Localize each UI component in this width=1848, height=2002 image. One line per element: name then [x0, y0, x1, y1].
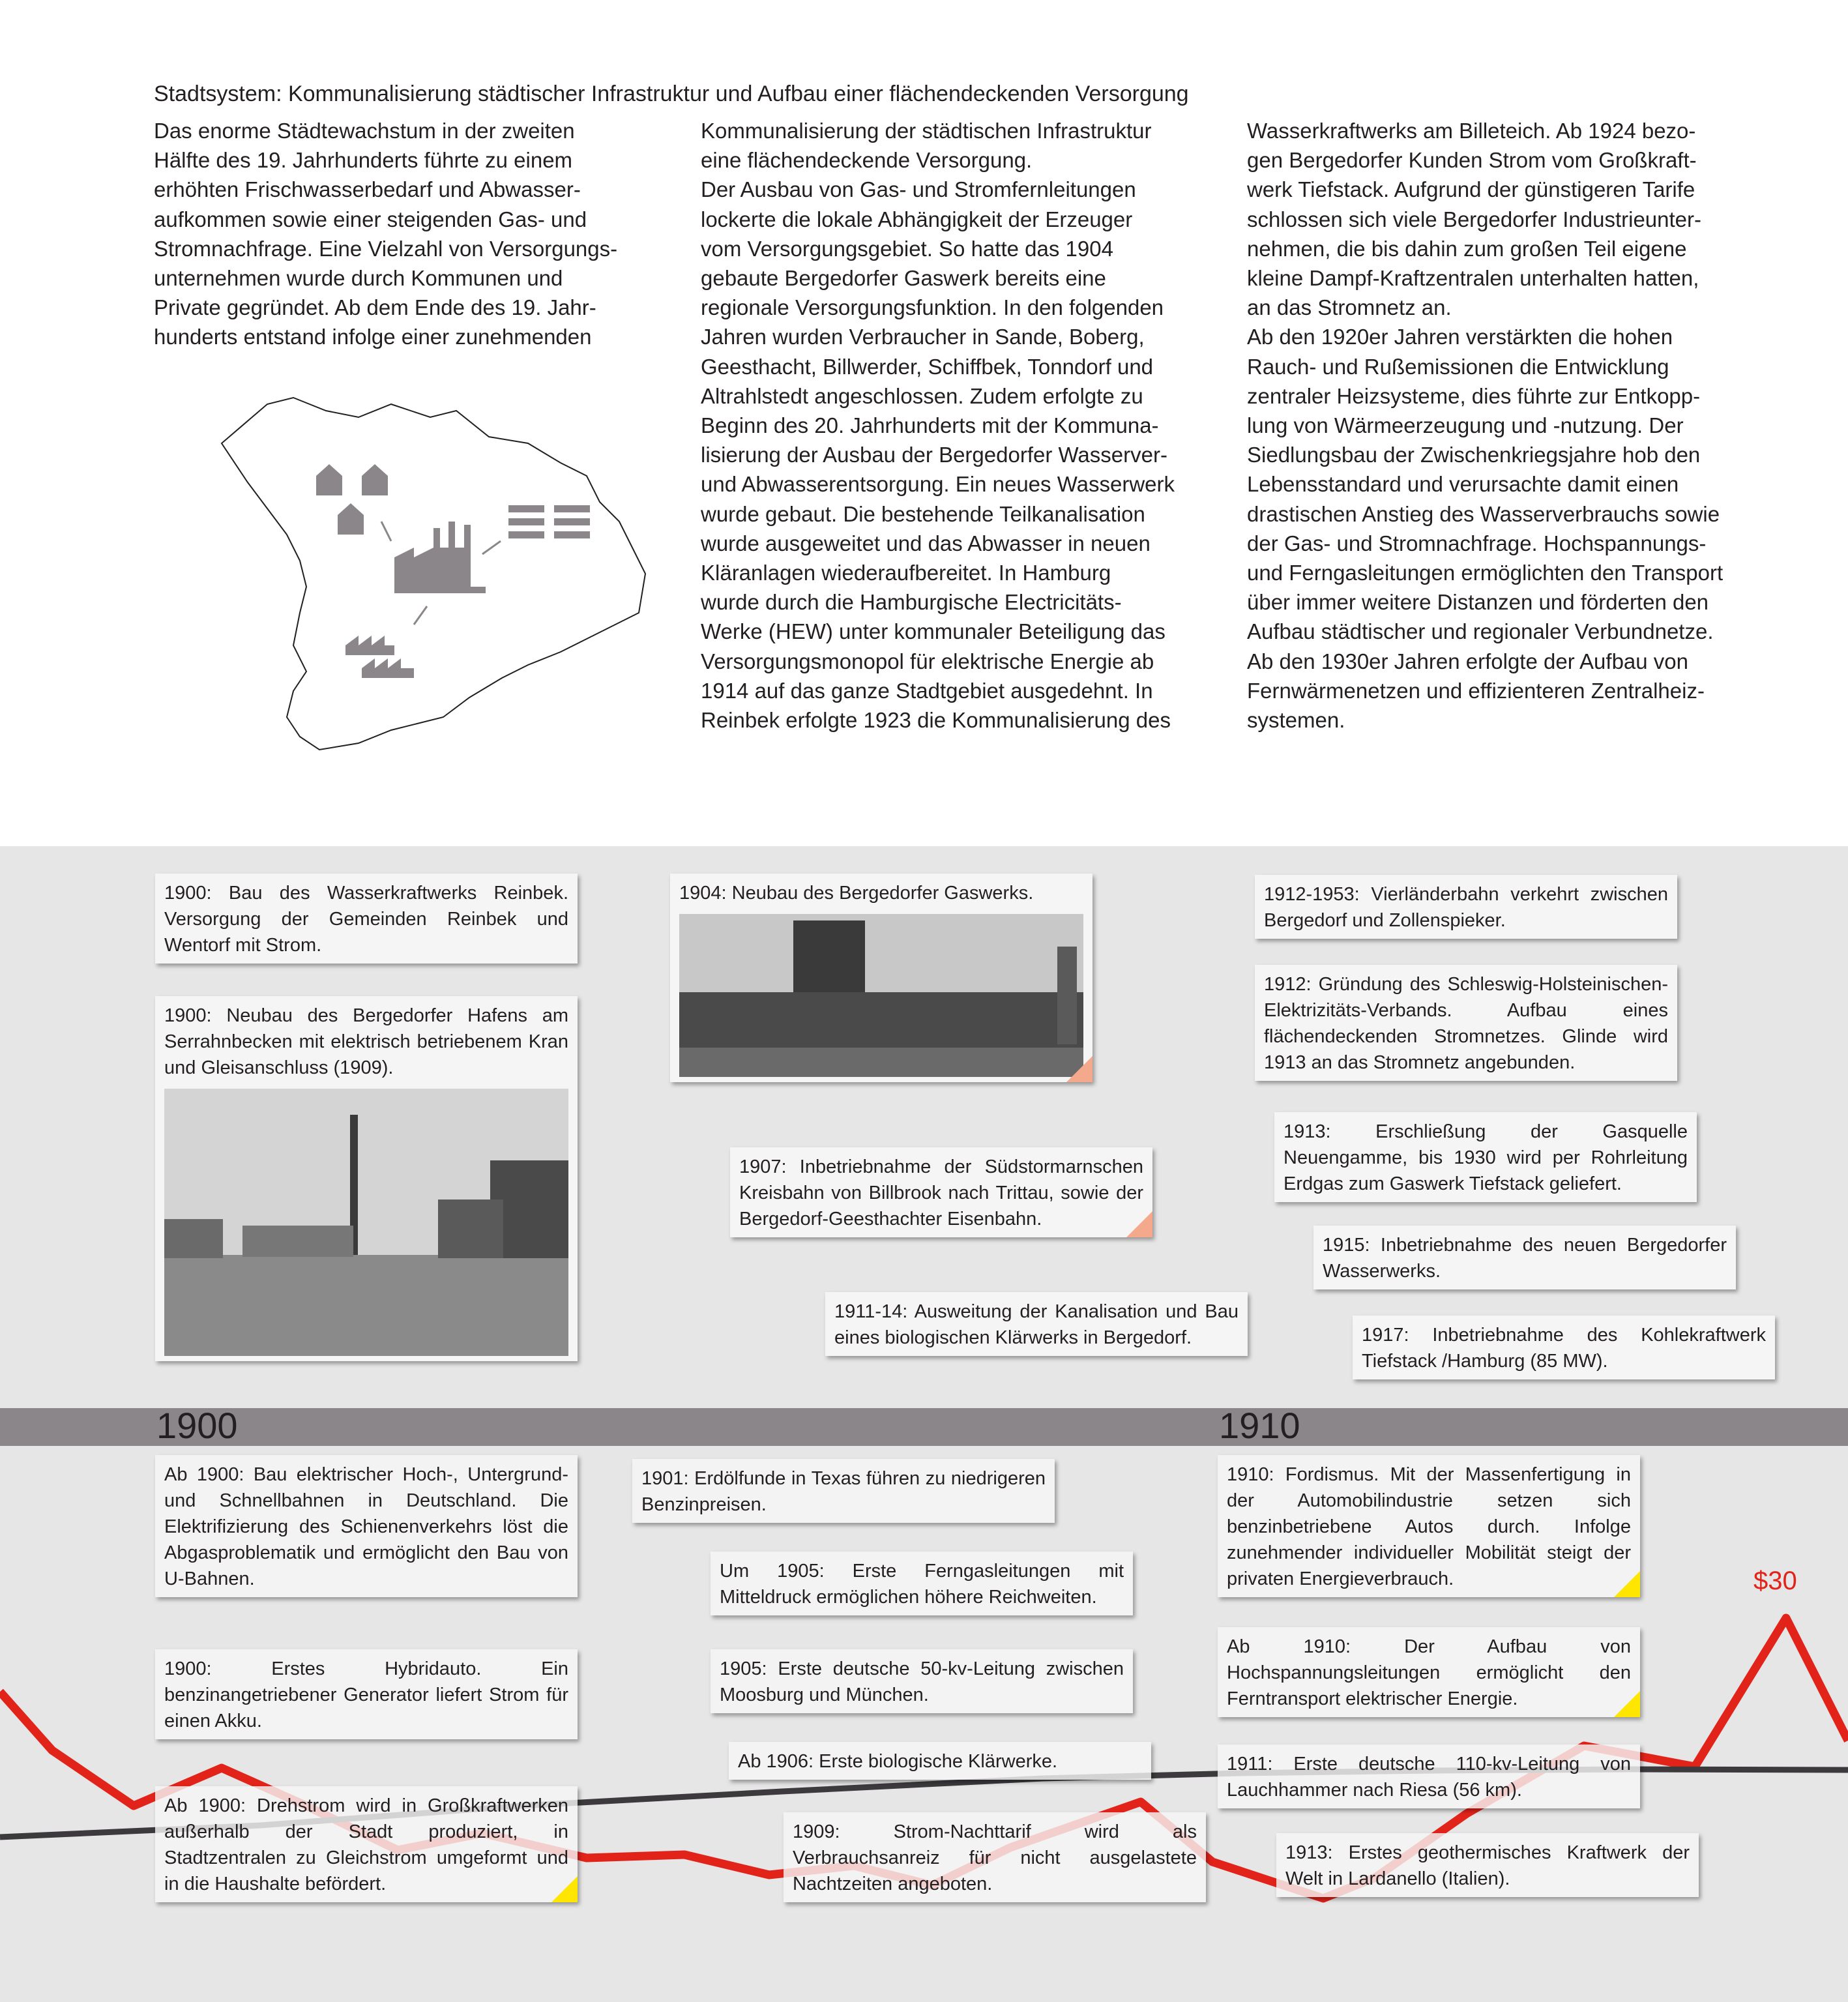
event-card [155, 996, 578, 1361]
event-card [1313, 1226, 1736, 1289]
event-card [670, 874, 1093, 1082]
gasworks-photo [679, 914, 1083, 1077]
year-label-1910: 1910 [1219, 1405, 1300, 1446]
event-card [1353, 1316, 1775, 1379]
event-card [825, 1292, 1248, 1356]
event-card [1276, 1833, 1699, 1897]
event-text: 1915: Inbetriebnahme des neuen Bergedorfer Wasserwerks. [1323, 1235, 1727, 1282]
event-text: 1901: Erdölfunde in Texas führen zu niedrigeren Benzinpreisen. [641, 1468, 1046, 1515]
event-text: 1911: Erste deutsche 110-kv-Leitung von Lauchhammer nach Riesa (56 km). [1227, 1754, 1631, 1801]
text-column-2: Kommunalisierung der städtischen Infrastruktur eine flächendeckende Versorgung. Der Ausbau von Gas- und Stromfernleitungen lockerte die lokale Abhängigkeit der Erzeuger vom Versorgungsgebiet. So hatte das 1904 gebaute Bergedorfer Gaswerk bereits eine regionale Versorgungsfunktion. In den folgenden Jahren wurden Verbraucher in Sande, Boberg, Geesthacht, Billwerder, Schiffbek, Tonndorf und Altrahlstedt angeschlossen. Zudem erfolgte zu Beginn des 20. Jahrhunderts mit der Kommuna- lisierung der Ausbau der Bergedorfer Wasserver- und Abwasserentsorgung. Ein neues Wasserwerk wurde gebaut. Die bestehende Teilkanalisation wurde ausgeweitet und das Abwasser in neuen Kläranlagen wiederaufbereitet. In Hamburg wurde durch die Hamburgische Electricitäts- Werke (HEW) unter kommunaler Beteiligung das Versorgungsmonopol für elektrische Energie ab 1914 auf das ganze Stadtgebiet ausgedehnt. In Reinbek erfolgte 1923 die Kommunalisierung des [701, 119, 1175, 733]
event-text: 1910: Fordismus. Mit der Massenfertigung in der Automobilindustrie setzen sich benzinbetriebene Autos durch. Infolge zunehmender individueller Mobilität steigt der privaten Energieverbrauch. [1227, 1464, 1631, 1589]
event-text: 1913: Erstes geothermisches Kraftwerk der Welt in Lardanello (Italien). [1285, 1842, 1690, 1889]
event-card [1255, 965, 1677, 1081]
year-bar [0, 1408, 1848, 1446]
factory-icon [394, 522, 486, 593]
event-card [729, 1742, 1151, 1780]
event-text: 1904: Neubau des Bergedorfer Gaswerks. [679, 883, 1034, 904]
text-column-1: Das enorme Städtewachstum in der zweiten Hälfte des 19. Jahrhunderts führte zu einem erhöhten Frischwasserbedarf und Abwasser- aufkommen sowie einer steigenden Gas- und Stromnachfrage. Eine Vielzahl von Versorgungs- unternehmen wurde durch Kommunen und Private gegründet. Ab dem Ende des 19. Jahr- hunderts entstand infolge einer zunehmenden [154, 119, 618, 349]
event-text: 1907: Inbetriebnahme der Südstormarnschen Kreisbahn von Billbrook nach Trittau, sowie der Bergedorf-Geesthachter Eisenbahn. [739, 1156, 1143, 1229]
event-text: 1909: Strom-Nachttarif wird als Verbrauchsanreiz für nicht ausgelastete Nachtzeiten angeboten. [793, 1821, 1197, 1894]
event-card [1218, 1455, 1640, 1597]
event-card [1218, 1627, 1640, 1717]
event-card [784, 1812, 1206, 1902]
price-label: $30 [1753, 1567, 1797, 1595]
city-map-diagram [196, 391, 652, 756]
event-card [711, 1649, 1133, 1713]
event-text: 1912-1953: Vierländerbahn verkehrt zwischen Bergedorf und Zollenspieker. [1264, 884, 1668, 931]
event-text: 1900: Erstes Hybridauto. Ein benzinangetriebener Generator liefert Strom für einen Akku. [164, 1658, 568, 1731]
text-column-3: Wasserkraftwerks am Billeteich. Ab 1924 bezo- gen Bergedorfer Kunden Strom vom Großkraft- werk Tiefstack. Aufgrund der günstigeren Tarife schlossen sich viele Bergedorfer Industrieunter- nehmen, die bis dahin zum großen Teil eigene kleine Dampf-Kraftzentralen unterhalten hatten, an das Stromnetz an. Ab den 1920er Jahren verstärkten die hohen Rauch- und Rußemissionen die Entwicklung zentraler Heizsysteme, dies führte zur Entkopp- lung von Wärmeerzeugung und -nutzung. Der Siedlungsbau der Zwischenkriegsjahre hob den Lebensstandard und verursachte damit einen drastischen Anstieg des Wasserverbrauchs sowie der Gas- und Stromnachfrage. Hochspannungs- und Ferngasleitungen ermöglichten den Transport über immer weitere Distanzen und förderten den Aufbau städtischer und regionaler Verbundnetze. Ab den 1930er Jahren erfolgte der Aufbau von Fernwärmenetzen und effizienteren Zentralheiz- systemen. [1247, 119, 1723, 733]
event-text: 1905: Erste deutsche 50-kv-Leitung zwischen Moosburg und München. [720, 1658, 1124, 1705]
event-card [1218, 1744, 1640, 1808]
event-text: 1911-14: Ausweitung der Kanalisation und Bau eines biologischen Klärwerks in Bergedorf. [834, 1301, 1239, 1348]
year-label-1900: 1900 [156, 1405, 238, 1446]
event-text: 1913: Erschließung der Gasquelle Neuengamme, bis 1930 wird per Rohrleitung Erdgas zum Gaswerk Tiefstack geliefert. [1283, 1121, 1688, 1194]
event-card [632, 1459, 1055, 1523]
event-card [1274, 1112, 1697, 1202]
event-text: 1912: Gründung des Schleswig-Holsteinischen-Elektrizitäts-Verbands. Aufbau eines flächendeckenden Stromnetzes. Glinde wird 1913 an das Stromnetz angebunden. [1264, 974, 1668, 1073]
event-text: Ab 1900: Bau elektrischer Hoch-, Untergrund- und Schnellbahnen in Deutschland. Die Elektrifizierung des Schienenverkehrs löst die Abgasproblematik und ermöglicht den Bau von U-Bahnen. [164, 1464, 568, 1589]
event-card [155, 1455, 578, 1597]
event-text: Ab 1900: Drehstrom wird in Großkraftwerken außerhalb der Stadt produziert, in Stadtzentralen zu Gleichstrom umgeformt und in die Haushalte befördert. [164, 1795, 568, 1894]
event-card [155, 874, 578, 964]
housing-block-icons [508, 505, 590, 538]
event-text: 1900: Neubau des Bergedorfer Hafens am Serrahnbecken mit elektrisch betriebenem Kran und Gleisanschluss (1909). [164, 1005, 568, 1078]
event-card [155, 1786, 578, 1902]
page-title: Stadtsystem: Kommunalisierung städtischer Infrastruktur und Aufbau einer flächendeckenden Versorgung [154, 81, 1189, 106]
event-text: 1900: Bau des Wasserkraftwerks Reinbek. Versorgung der Gemeinden Reinbek und Wentorf mit Strom. [164, 883, 568, 956]
event-card [711, 1552, 1133, 1615]
event-card [155, 1649, 578, 1739]
event-text: Ab 1906: Erste biologische Klärwerke. [738, 1751, 1058, 1772]
event-text: Um 1905: Erste Ferngasleitungen mit Mitteldruck ermöglichen höhere Reichweiten. [720, 1561, 1124, 1608]
event-text: 1917: Inbetriebnahme des Kohlekraftwerk Tiefstack /Hamburg (85 MW). [1362, 1325, 1766, 1372]
event-card [730, 1147, 1152, 1237]
house-icons [316, 464, 388, 535]
harbour-photo [164, 1089, 568, 1356]
event-card [1255, 875, 1677, 939]
event-text: Ab 1910: Der Aufbau von Hochspannungsleitungen ermöglicht den Ferntransport elektrischer Energie. [1227, 1636, 1631, 1709]
industry-icons [345, 636, 414, 678]
